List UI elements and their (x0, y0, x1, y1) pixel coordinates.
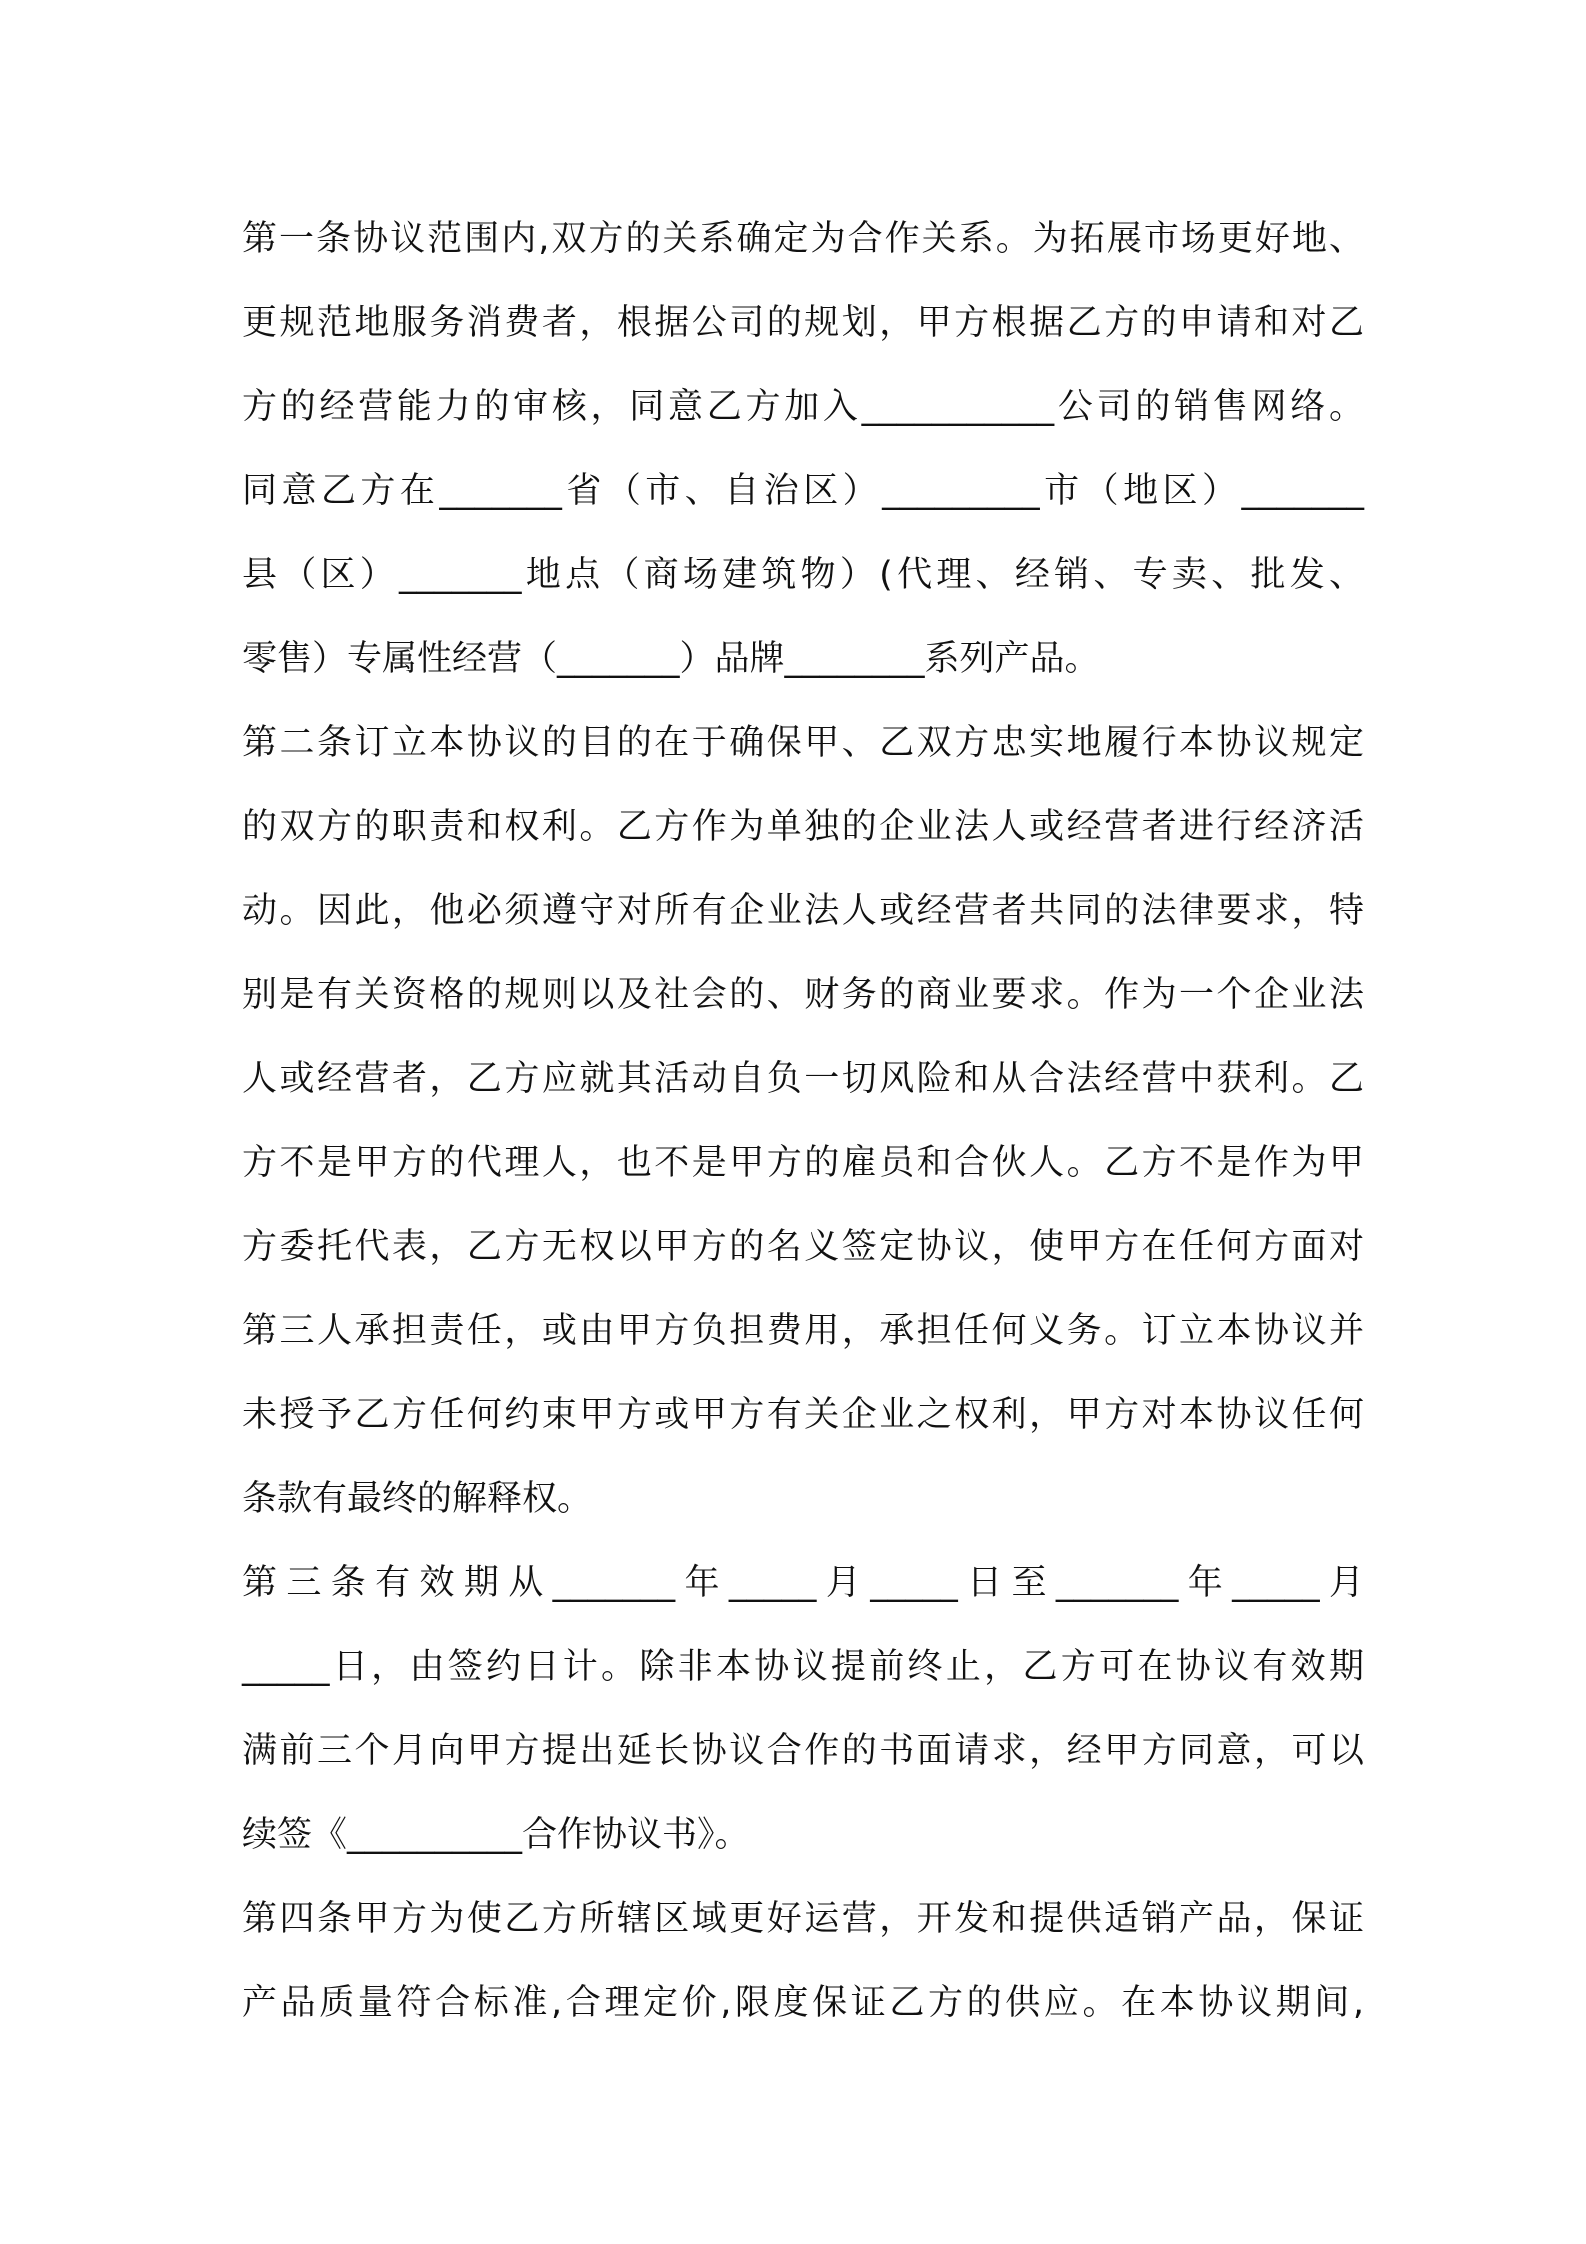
text-line: 别是有关资格的规则以及社会的、财务的商业要求。作为一个企业法 (242, 975, 1364, 1015)
clause-4 (242, 1877, 1364, 2045)
clause-3 (242, 1541, 1364, 1877)
clause-1 (242, 197, 1364, 701)
text-line: _____日，由签约日计。除非本协议提前终止，乙方可在协议有效期 (242, 1647, 1364, 1687)
clause-2 (242, 701, 1364, 1541)
text-line: 第三条有效期从_______年_____月_____日至_______年_____月 (242, 1563, 1364, 1603)
text-line: 人或经营者，乙方应就其活动自负一切风险和从合法经营中获利。乙 (242, 1059, 1364, 1099)
text-line: 方的经营能力的审核，同意乙方加入___________公司的销售网络。 (242, 387, 1364, 427)
text-line: 方不是甲方的代理人，也不是甲方的雇员和合伙人。乙方不是作为甲 (242, 1143, 1364, 1183)
text-line: 第一条协议范围内,双方的关系确定为合作关系。为拓展市场更好地、 (242, 219, 1364, 259)
text-line: 续签《__________合作协议书》。 (242, 1815, 750, 1855)
text-line: 第三人承担责任，或由甲方负担费用，承担任何义务。订立本协议并 (242, 1311, 1364, 1351)
text-line: 更规范地服务消费者，根据公司的规划，甲方根据乙方的申请和对乙 (242, 303, 1364, 343)
text-line: 方委托代表，乙方无权以甲方的名义签定协议，使甲方在任何方面对 (242, 1227, 1364, 1267)
text-line: 县（区）_______地点（商场建筑物）(代理、经销、专卖、批发、 (242, 555, 1364, 595)
document-body (242, 197, 1364, 2045)
text-line: 的双方的职责和权利。乙方作为单独的企业法人或经营者进行经济活 (242, 807, 1364, 847)
text-line: 零售）专属性经营（_______）品牌________系列产品。 (242, 639, 1100, 679)
text-line: 条款有最终的解释权。 (242, 1479, 593, 1519)
text-line: 第二条订立本协议的目的在于确保甲、乙双方忠实地履行本协议规定 (242, 723, 1364, 763)
text-line: 同意乙方在_______省（市、自治区）_________市（地区）_______ (242, 471, 1364, 511)
text-line: 未授予乙方任何约束甲方或甲方有关企业之权利，甲方对本协议任何 (242, 1395, 1364, 1435)
text-line: 动。因此，他必须遵守对所有企业法人或经营者共同的法律要求，特 (242, 891, 1364, 931)
text-line: 产品质量符合标准,合理定价,限度保证乙方的供应。在本协议期间, (242, 1983, 1364, 2023)
text-line: 满前三个月向甲方提出延长协议合作的书面请求，经甲方同意，可以 (242, 1731, 1364, 1771)
text-line: 第四条甲方为使乙方所辖区域更好运营，开发和提供适销产品，保证 (242, 1899, 1364, 1939)
